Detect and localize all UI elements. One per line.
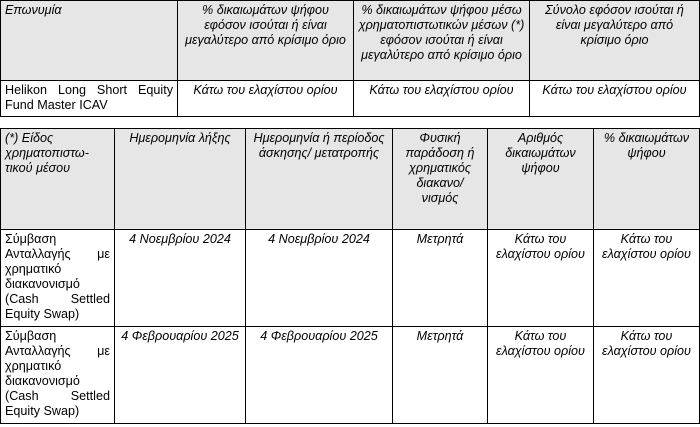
holdings-header-row [1,1,700,81]
header-voting-rights-count: Αριθμός δικαιωμάτων ψήφου [488,129,594,230]
header-name: Επωνυμία [1,1,178,81]
header-instruments-voting-pct: % δικαιωμάτων ψήφου μέσω χρηματοπιστωτικών μέσων (*) εφόσον ισούται ή είναι μεγαλύτερο από κρίσιμο όριο [354,1,530,81]
table-row [1,81,700,117]
instrument-type: Σύμβαση Ανταλλαγής με χρηματικό διακανονισμό (Cash Settled Equity Swap) [1,230,115,327]
table-row [1,230,700,327]
expiry-date: 4 Φεβρουαρίου 2025 [115,327,246,424]
voting-rights-pct: Κάτω του ελαχίστου ορίου [594,327,700,424]
settlement-type: Μετρητά [393,230,488,327]
exercise-date: 4 Νοεμβρίου 2024 [246,230,393,327]
expiry-date: 4 Νοεμβρίου 2024 [115,230,246,327]
voting-rights-count: Κάτω του ελαχίστου ορίου [488,230,594,327]
instruments-header-row [1,129,700,230]
total-value: Κάτω του ελαχίστου ορίου [530,81,700,117]
exercise-date: 4 Φεβρουαρίου 2025 [246,327,393,424]
voting-rights-value: Κάτω του ελαχίστου ορίου [178,81,354,117]
table-row [1,327,700,424]
header-total: Σύνολο εφόσον ισούται ή είναι μεγαλύτερο από κρίσιμο όριο [530,1,700,81]
header-settlement: Φυσική παράδοση ή χρηματικός διακανο/ νισμός [393,129,488,230]
instruments-voting-value: Κάτω του ελαχίστου ορίου [354,81,530,117]
header-voting-rights-pct: % δικαιωμάτων ψήφου εφόσον ισούται ή είναι μεγαλύτερο από κρίσιμο όριο [178,1,354,81]
instrument-type: Σύμβαση Ανταλλαγής με χρηματικό διακανονισμό (Cash Settled Equity Swap) [1,327,115,424]
settlement-type: Μετρητά [393,327,488,424]
instruments-table [0,128,700,424]
voting-rights-pct: Κάτω του ελαχίστου ορίου [594,230,700,327]
header-expiry-date: Ημερομηνία λήξης [115,129,246,230]
header-instrument-type: (*) Είδος χρηματοπιστω-τικού μέσου [1,129,115,230]
header-voting-rights-pct: % δικαιωμάτων ψήφου [594,129,700,230]
voting-rights-count: Κάτω του ελαχίστου ορίου [488,327,594,424]
header-exercise-period: Ημερομηνία ή περίοδος άσκησης/ μετατροπής [246,129,393,230]
holdings-table [0,0,700,117]
entity-name: Helikon Long Short Equity Fund Master ICAV [1,81,178,117]
